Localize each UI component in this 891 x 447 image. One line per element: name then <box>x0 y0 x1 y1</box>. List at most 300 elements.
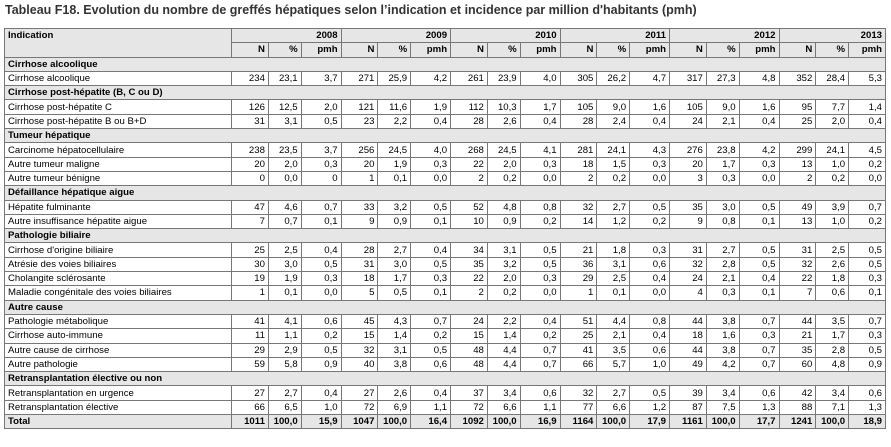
total-cell: 18,9 <box>849 415 886 429</box>
table-cell: 1,5 <box>597 157 630 171</box>
table-cell: 7,1 <box>816 400 849 414</box>
total-cell: 100,0 <box>268 415 301 429</box>
table-cell: 24,1 <box>816 143 849 157</box>
table-row <box>5 100 886 114</box>
table-cell: 21 <box>560 243 597 257</box>
table-cell: 23,8 <box>706 143 739 157</box>
table-cell: 48 <box>451 357 488 371</box>
table-cell: 20 <box>232 157 269 171</box>
row-label: Atrésie des voies biliaires <box>5 257 232 271</box>
table-cell: 32 <box>560 386 597 400</box>
table-cell: 30 <box>232 257 269 271</box>
table-title-text: Evolution du nombre de greffés hépatiques selon l’indication et incidence par million d'habitants (pmh) <box>79 3 697 17</box>
table-cell: 271 <box>341 71 378 85</box>
table-cell: 2,0 <box>301 100 341 114</box>
table-cell: 1,3 <box>849 400 886 414</box>
table-cell: 28 <box>451 114 488 128</box>
indication-header: Indication <box>5 29 232 58</box>
table-cell: 6,6 <box>487 400 520 414</box>
table-cell: 0,5 <box>849 243 886 257</box>
table-cell: 0,8 <box>520 200 560 214</box>
table-cell: 4,8 <box>816 357 849 371</box>
table-cell: 59 <box>232 357 269 371</box>
table-cell: 49 <box>779 200 816 214</box>
table-cell: 3,8 <box>706 343 739 357</box>
section-row <box>5 300 886 314</box>
table-cell: 18 <box>560 157 597 171</box>
subcolumn-header: % <box>816 43 849 57</box>
row-label: Autre pathologie <box>5 357 232 371</box>
row-label: Cirrhose auto-immune <box>5 329 232 343</box>
subcolumn-header: N <box>451 43 488 57</box>
table-cell: 9,0 <box>706 100 739 114</box>
table-cell: 2,5 <box>816 243 849 257</box>
total-cell: 1161 <box>670 415 707 429</box>
table-cell: 4,5 <box>849 143 886 157</box>
table-cell: 2,7 <box>597 386 630 400</box>
section-title: Pathologie biliaire <box>5 229 886 243</box>
table-cell: 2,1 <box>706 114 739 128</box>
table-cell: 2 <box>779 171 816 185</box>
table-cell: 1,6 <box>630 100 670 114</box>
table-cell: 1,1 <box>268 329 301 343</box>
section-title: Retransplantation élective ou non <box>5 372 886 386</box>
table-cell: 1,4 <box>849 100 886 114</box>
table-cell: 6,6 <box>597 400 630 414</box>
table-cell: 4,8 <box>739 71 779 85</box>
table-cell: 3,5 <box>597 343 630 357</box>
table-cell: 10,3 <box>487 100 520 114</box>
table-cell: 24,1 <box>597 143 630 157</box>
table-cell: 0,1 <box>378 171 411 185</box>
table-cell: 0,7 <box>849 314 886 328</box>
row-label: Retransplantation élective <box>5 400 232 414</box>
table-cell: 0,3 <box>849 272 886 286</box>
table-cell: 5,7 <box>597 357 630 371</box>
table-row <box>5 400 886 414</box>
table-cell: 0,3 <box>520 157 560 171</box>
table-cell: 0,4 <box>630 329 670 343</box>
table-cell: 0,9 <box>487 214 520 228</box>
table-cell: 7,5 <box>706 400 739 414</box>
table-cell: 0,2 <box>487 286 520 300</box>
table-cell: 1 <box>232 286 269 300</box>
header-row-years <box>5 29 886 43</box>
year-header: 2011 <box>560 29 669 43</box>
table-cell: 112 <box>451 100 488 114</box>
table-cell: 1,4 <box>378 329 411 343</box>
table-cell: 3,9 <box>816 200 849 214</box>
table-cell: 268 <box>451 143 488 157</box>
table-cell: 28 <box>341 243 378 257</box>
subcolumn-header: pmh <box>301 43 341 57</box>
table-cell: 29 <box>232 343 269 357</box>
row-label: Autre insuffisance hépatite aigue <box>5 214 232 228</box>
table-cell: 33 <box>341 200 378 214</box>
table-cell: 0,5 <box>739 257 779 271</box>
table-cell: 2,1 <box>706 272 739 286</box>
table-cell: 0,0 <box>630 171 670 185</box>
table-cell: 105 <box>670 100 707 114</box>
table-cell: 0,1 <box>739 286 779 300</box>
total-cell: 100,0 <box>597 415 630 429</box>
row-label: Cirrhose post-hépatite C <box>5 100 232 114</box>
table-row <box>5 257 886 271</box>
table-number: Tableau F18. <box>5 3 80 17</box>
table-cell: 22 <box>451 272 488 286</box>
table-cell: 0,3 <box>301 272 341 286</box>
table-cell: 0,4 <box>849 114 886 128</box>
section-row <box>5 129 886 143</box>
table-cell: 0,1 <box>268 286 301 300</box>
table-cell: 51 <box>560 314 597 328</box>
table-cell: 24 <box>670 114 707 128</box>
subcolumn-header: N <box>232 43 269 57</box>
table-cell: 52 <box>451 200 488 214</box>
table-cell: 352 <box>779 71 816 85</box>
table-cell: 66 <box>232 400 269 414</box>
table-cell: 261 <box>451 71 488 85</box>
table-cell: 0,5 <box>630 200 670 214</box>
table-cell: 0,8 <box>630 314 670 328</box>
table-cell: 2,7 <box>378 243 411 257</box>
table-row <box>5 200 886 214</box>
table-cell: 0,9 <box>378 214 411 228</box>
table-cell: 2,2 <box>378 114 411 128</box>
table-cell: 1,9 <box>268 272 301 286</box>
table-cell: 66 <box>560 357 597 371</box>
subcolumn-header: N <box>341 43 378 57</box>
table-cell: 4,4 <box>487 343 520 357</box>
table-cell: 0,3 <box>739 329 779 343</box>
table-cell: 0,7 <box>739 357 779 371</box>
table-cell: 0,3 <box>520 272 560 286</box>
table-cell: 0,1 <box>597 286 630 300</box>
table-cell: 3,8 <box>706 314 739 328</box>
table-cell: 4,4 <box>597 314 630 328</box>
table-cell: 3,5 <box>816 314 849 328</box>
table-cell: 1,7 <box>378 272 411 286</box>
table-cell: 0,0 <box>411 171 451 185</box>
table-cell: 15 <box>341 329 378 343</box>
table-cell: 0,2 <box>816 171 849 185</box>
table-cell: 4,0 <box>411 143 451 157</box>
subcolumn-header: % <box>706 43 739 57</box>
table-cell: 1,7 <box>706 157 739 171</box>
table-cell: 0,2 <box>597 171 630 185</box>
row-label: Cirrhose d'origine biliaire <box>5 243 232 257</box>
total-cell: 1164 <box>560 415 597 429</box>
table-cell: 0,0 <box>268 171 301 185</box>
table-cell: 0,4 <box>630 272 670 286</box>
table-cell: 0,6 <box>630 257 670 271</box>
table-cell: 0,3 <box>630 157 670 171</box>
row-label: Autre tumeur bénigne <box>5 171 232 185</box>
row-label: Hépatite fulminante <box>5 200 232 214</box>
table-cell: 1,1 <box>520 400 560 414</box>
table-cell: 0,5 <box>739 200 779 214</box>
table-cell: 0,7 <box>739 314 779 328</box>
table-cell: 88 <box>779 400 816 414</box>
table-cell: 0,2 <box>849 157 886 171</box>
table-cell: 0,5 <box>849 257 886 271</box>
table-cell: 0,5 <box>630 386 670 400</box>
table-cell: 1,4 <box>487 329 520 343</box>
table-cell: 0,2 <box>411 329 451 343</box>
table-cell: 0,6 <box>816 286 849 300</box>
table-cell: 2,7 <box>706 243 739 257</box>
table-cell: 305 <box>560 71 597 85</box>
table-cell: 3,7 <box>301 71 341 85</box>
table-cell: 2,2 <box>487 314 520 328</box>
table-cell: 44 <box>779 314 816 328</box>
table-cell: 1,3 <box>739 400 779 414</box>
table-cell: 0,6 <box>739 386 779 400</box>
table-cell: 42 <box>779 386 816 400</box>
table-cell: 0,1 <box>739 214 779 228</box>
table-cell: 0,4 <box>739 272 779 286</box>
table-cell: 0,5 <box>411 257 451 271</box>
table-row <box>5 286 886 300</box>
table-cell: 72 <box>451 400 488 414</box>
table-cell: 0,3 <box>849 329 886 343</box>
total-cell: 16,4 <box>411 415 451 429</box>
table-cell: 4,1 <box>520 143 560 157</box>
table-cell: 1,0 <box>816 214 849 228</box>
table-cell: 13 <box>779 157 816 171</box>
year-header: 2013 <box>779 29 885 43</box>
table-cell: 0,4 <box>520 314 560 328</box>
table-cell: 2,7 <box>597 200 630 214</box>
section-row <box>5 372 886 386</box>
table-cell: 27 <box>232 386 269 400</box>
table-cell: 1,2 <box>630 400 670 414</box>
table-row <box>5 214 886 228</box>
table-cell: 1,0 <box>301 400 341 414</box>
table-cell: 4,2 <box>706 357 739 371</box>
table-cell: 2,7 <box>268 386 301 400</box>
table-cell: 4,4 <box>487 357 520 371</box>
table-cell: 35 <box>779 343 816 357</box>
table-cell: 18 <box>341 272 378 286</box>
table-cell: 1 <box>341 171 378 185</box>
table-cell: 1,9 <box>411 100 451 114</box>
table-cell: 23,5 <box>268 143 301 157</box>
section-title: Cirrhose post-hépatite (B, C ou D) <box>5 86 886 100</box>
table-cell: 0,5 <box>739 243 779 257</box>
table-cell: 34 <box>451 243 488 257</box>
table-cell: 23 <box>341 114 378 128</box>
table-cell: 20 <box>341 157 378 171</box>
table-cell: 0,4 <box>301 386 341 400</box>
table-cell: 0,4 <box>520 114 560 128</box>
table-cell: 45 <box>341 314 378 328</box>
table-cell: 21 <box>779 329 816 343</box>
table-row <box>5 143 886 157</box>
table-cell: 14 <box>560 214 597 228</box>
section-row <box>5 186 886 200</box>
row-label: Cholangite sclérosante <box>5 272 232 286</box>
table-cell: 36 <box>560 257 597 271</box>
table-cell: 0,3 <box>411 272 451 286</box>
table-cell: 1,8 <box>816 272 849 286</box>
table-cell: 317 <box>670 71 707 85</box>
table-cell: 24,5 <box>487 143 520 157</box>
table-cell: 0,0 <box>739 171 779 185</box>
table-cell: 35 <box>670 200 707 214</box>
table-cell: 60 <box>779 357 816 371</box>
table-cell: 2,9 <box>268 343 301 357</box>
table-cell: 23,1 <box>268 71 301 85</box>
table-cell: 9 <box>670 214 707 228</box>
table-cell: 4,0 <box>520 71 560 85</box>
table-cell: 47 <box>232 200 269 214</box>
total-cell: 17,7 <box>739 415 779 429</box>
table-cell: 3,0 <box>268 257 301 271</box>
table-cell: 4,2 <box>411 71 451 85</box>
table-cell: 4,6 <box>268 200 301 214</box>
table-cell: 1,7 <box>816 329 849 343</box>
table-cell: 4,3 <box>378 314 411 328</box>
table-row <box>5 343 886 357</box>
year-header: 2012 <box>670 29 779 43</box>
table-cell: 2 <box>451 171 488 185</box>
subcolumn-header: % <box>378 43 411 57</box>
table-cell: 32 <box>560 200 597 214</box>
table-cell: 72 <box>341 400 378 414</box>
table-cell: 11,6 <box>378 100 411 114</box>
table-cell: 0,2 <box>520 214 560 228</box>
table-cell: 5,8 <box>268 357 301 371</box>
table-cell: 27 <box>341 386 378 400</box>
table-cell: 24 <box>670 272 707 286</box>
table-cell: 3,4 <box>706 386 739 400</box>
table-cell: 0,5 <box>520 257 560 271</box>
table-cell: 4,2 <box>739 143 779 157</box>
table-cell: 48 <box>451 343 488 357</box>
table-cell: 9,0 <box>597 100 630 114</box>
table-cell: 44 <box>670 314 707 328</box>
row-label: Autre tumeur maligne <box>5 157 232 171</box>
table-cell: 32 <box>670 257 707 271</box>
total-cell: 100,0 <box>706 415 739 429</box>
year-header: 2008 <box>232 29 341 43</box>
table-cell: 25 <box>779 114 816 128</box>
row-label: Carcinome hépatocellulaire <box>5 143 232 157</box>
table-row <box>5 114 886 128</box>
table-cell: 0,2 <box>301 329 341 343</box>
table-cell: 0,3 <box>630 243 670 257</box>
table-cell: 0,4 <box>411 114 451 128</box>
table-cell: 28,4 <box>816 71 849 85</box>
table-cell: 77 <box>560 400 597 414</box>
table-cell: 6,5 <box>268 400 301 414</box>
table-cell: 1,2 <box>597 214 630 228</box>
section-title: Cirrhose alcoolique <box>5 57 886 71</box>
table-cell: 41 <box>560 343 597 357</box>
table-cell: 28 <box>560 114 597 128</box>
table-row <box>5 314 886 328</box>
table-cell: 0,1 <box>411 214 451 228</box>
table-cell: 0,5 <box>411 343 451 357</box>
subcolumn-header: pmh <box>739 43 779 57</box>
row-label: Autre cause de cirrhose <box>5 343 232 357</box>
table-cell: 0,7 <box>520 343 560 357</box>
table-cell: 1,6 <box>739 100 779 114</box>
table-cell: 6,9 <box>378 400 411 414</box>
table-row <box>5 272 886 286</box>
table-cell: 121 <box>341 100 378 114</box>
subcolumn-header: N <box>779 43 816 57</box>
table-cell: 2,0 <box>816 114 849 128</box>
table-cell: 5 <box>341 286 378 300</box>
subcolumn-header: pmh <box>849 43 886 57</box>
table-cell: 3,4 <box>487 386 520 400</box>
table-cell: 19 <box>232 272 269 286</box>
table-cell: 5,3 <box>849 71 886 85</box>
table-cell: 9 <box>341 214 378 228</box>
table-cell: 281 <box>560 143 597 157</box>
table-cell: 49 <box>670 357 707 371</box>
table-cell: 22 <box>451 157 488 171</box>
table-cell: 37 <box>451 386 488 400</box>
table-cell: 0,7 <box>739 343 779 357</box>
total-cell: 100,0 <box>487 415 520 429</box>
table-cell: 234 <box>232 71 269 85</box>
table-cell: 35 <box>451 257 488 271</box>
table-cell: 31 <box>779 243 816 257</box>
table-cell: 25 <box>560 329 597 343</box>
table-cell: 1,1 <box>411 400 451 414</box>
total-cell: 17,9 <box>630 415 670 429</box>
table-cell: 0,9 <box>849 357 886 371</box>
table-cell: 3,4 <box>816 386 849 400</box>
table-row <box>5 157 886 171</box>
table-cell: 4,3 <box>630 143 670 157</box>
table-row <box>5 386 886 400</box>
table-cell: 0,3 <box>411 157 451 171</box>
table-cell: 0,5 <box>411 200 451 214</box>
table-cell: 0,5 <box>849 343 886 357</box>
table-cell: 2,4 <box>597 114 630 128</box>
table-row <box>5 71 886 85</box>
section-title: Autre cause <box>5 300 886 314</box>
row-label: Cirrhose post-hépatite B ou B+D <box>5 114 232 128</box>
table-cell: 2,0 <box>487 272 520 286</box>
table-cell: 105 <box>560 100 597 114</box>
row-label: Retransplantation en urgence <box>5 386 232 400</box>
table-cell: 0,0 <box>849 171 886 185</box>
table-cell: 4,8 <box>487 200 520 214</box>
table-cell: 0,0 <box>301 286 341 300</box>
table-cell: 3,0 <box>378 257 411 271</box>
table-cell: 3,2 <box>378 200 411 214</box>
subcolumn-header: N <box>670 43 707 57</box>
table-cell: 0,9 <box>301 357 341 371</box>
row-label: Maladie congénitale des voies biliaires <box>5 286 232 300</box>
table-cell: 4,7 <box>630 71 670 85</box>
table-cell: 0,7 <box>301 200 341 214</box>
table-cell: 0,6 <box>520 386 560 400</box>
table-cell: 40 <box>341 357 378 371</box>
year-header: 2009 <box>341 29 450 43</box>
table-cell: 2,1 <box>597 329 630 343</box>
table-cell: 29 <box>560 272 597 286</box>
table-cell: 3,1 <box>268 114 301 128</box>
total-cell: 1241 <box>779 415 816 429</box>
table-cell: 23,9 <box>487 71 520 85</box>
table-cell: 41 <box>232 314 269 328</box>
